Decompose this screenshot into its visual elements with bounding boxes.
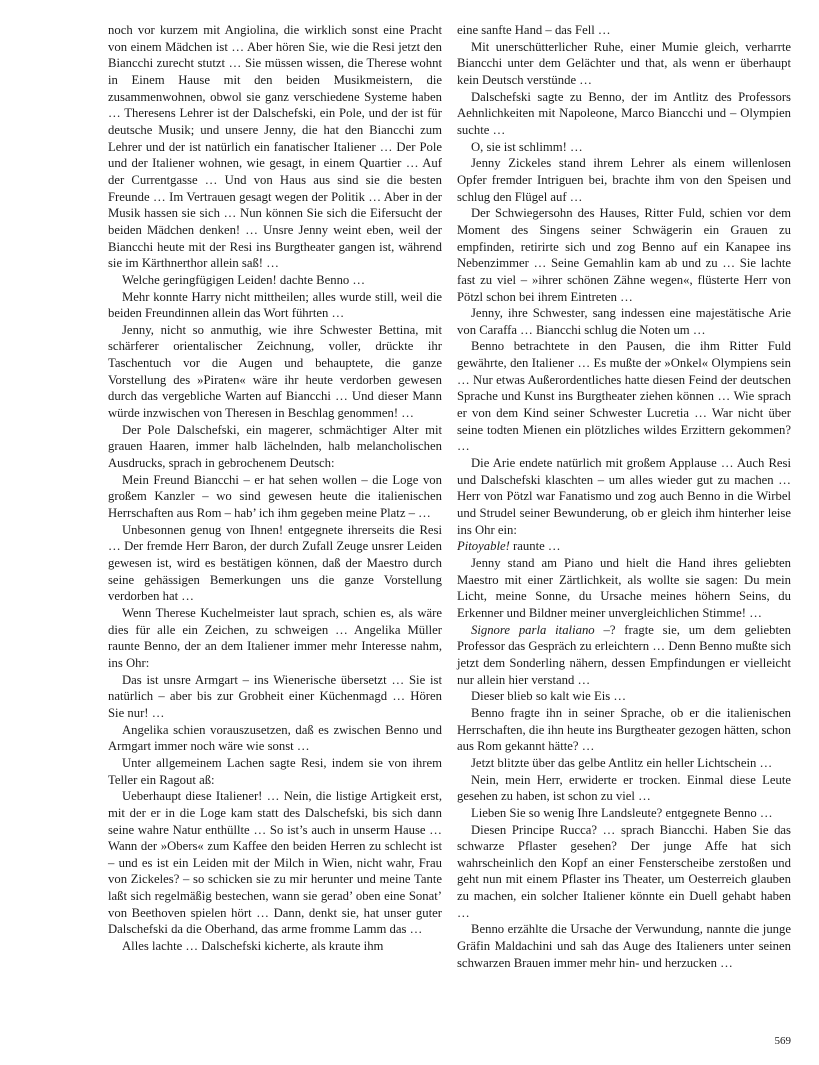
paragraph: Wenn Therese Kuchelmeister laut sprach, schien es, als wäre dies für alle ein Zeichen, zu schweigen … Angelika Müller raunte Benno, der an dem Italiener immer mehr Interesse nahm, ins Ohr: (108, 605, 442, 670)
italic-word: Pitoyable! (457, 539, 510, 554)
paragraph: noch vor kurzem mit Angiolina, die wirklich sonst eine Pracht von einem Mädchen ist … Aber hören Sie, wie die Resi jetzt den Biancchi zurecht stutzt … Sie müssen wissen, die Therese wohnt in Einem Hause mit den beiden Musikmeistern, die zusammenwohnen, obwol sie ganz verschiedene Systeme haben … Theresens Lehrer ist der Dalschefski, ein Pole, und der ist für deutsche Musik; und unsere Jenny, die hat den Biancchi zum Lehrer und der ist natürlich ein fanatischer Italiener … Der Pole und der Italiener wohnen, wie gesagt, in einem Quartier … Auf der Currentgasse … Und von Haus aus sind sie die besten Freunde … Im Vertrauen gesagt wegen der Politik … Aber in der Musik hassen sie sich … Nun können Sie sich die Eifersucht der beiden Mädchen denken! … Unsre Jenny weint eben, weil der Biancchi heute mit der Resi ins Burgtheater gangen ist, während sie im Kärthnerthor allein saß! … (108, 23, 442, 271)
paragraph-italic-line (457, 538, 791, 555)
paragraph: eine sanfte Hand – das Fell … (457, 23, 611, 37)
paragraph: Der Schwiegersohn des Hauses, Ritter Fuld, schien vor dem Moment des Singens seiner Schwägerin ein Grauen zu empfinden, retirirte sich und zog Benno auf ein Kanapee ins Nebenzimmer … Seine Gemahlin kam ab und zu … Sie lachte fast zu viel – »ihrer schönen Zähne wegen«, flüsterte Herr von Pötzl schon bei ihrem Eintreten … (457, 206, 791, 304)
paragraph: Ueberhaupt diese Italiener! … Nein, die listige Artigkeit erst, mit der er in die Loge kam statt des Dalschefski, bis sich dann seine wahre Natur enthüllte … So ist’s auch in unserm Hause … Wann der »Obers« zum Kaffee den beiden Herren zu schlecht ist – und es ist ein Leiden mit der Milch in Wien, nicht wahr, Frau von Zickeles? – so schicken sie zu mir herunter und meine Tante laßt sich regelmäßig bestechen, wann sie gerad’ oben eine Sonat’ von Beethoven spielen hört … Dann, denkt sie, hat unser guter Dalschefski da die Oberhand, das arme fromme Lamm das … (108, 789, 442, 937)
paragraph: O, sie ist schlimm! … (471, 139, 583, 154)
paragraph: Unter allgemeinem Lachen sagte Resi, indem sie von ihrem Teller ein Ragout aß: (108, 755, 442, 787)
paragraph: Signore parla italiano –? fragte sie, um dem geliebten Professor das Gespräch zu erleichtern … Denn Benno mußte sich jetzt dem Sonderling nähern, dessen Empfindungen er vielleicht nur allein hier verstand … (457, 622, 791, 687)
paragraph: Jenny, nicht so anmuthig, wie ihre Schwester Bettina, mit schärferer orientalischer Zeichnung, voller, drückte ihr Taschentuch vor die Augen und behauptete, die ganze Vorstellung des »Piraten« wäre ihr heute verdorben gewesen durch das vergebliche Warten auf Biancchi … Und dieser Mann würde inzwischen von Theresen in Beschlag genommen! … (108, 322, 442, 421)
paragraph: Jenny Zickeles stand ihrem Lehrer als einem willenlosen Opfer fremder Intriguen bei, brachte ihm von den Speisen und schlug den Flügel auf … (457, 156, 791, 204)
paragraph: Das ist unsre Armgart – ins Wienerische übersetzt … Sie ist natürlich – aber bis zur Grobheit einer Küchenmagd … Hören Sie nur! … (108, 672, 442, 720)
paragraph: Lieben Sie so wenig Ihre Landsleute? entgegnete Benno … (471, 805, 773, 820)
right-text-column (457, 22, 791, 971)
paragraph: Diesen Principe Rucca? … sprach Biancchi. Haben Sie das schwarze Pflaster gesehen? Der junge Affe hat sich wahrscheinlich den Kopf an einer Fensterscheibe zerstoßen und geht nun mit einem Pflaster ins Theater, um Oesterreich glauben zu machen, ein solcher Italiener könnte ein Duell gehabt haben … (457, 822, 791, 920)
paragraph: Unbesonnen genug von Ihnen! entgegnete ihrerseits die Resi … Der fremde Herr Baron, der durch Zufall Zeuge unsrer Leiden gewesen ist, wird es bestätigen können, daß der Maestro durch seine gehässigen Bemerkungen uns die ganze Vorstellung verdorben hat … (108, 522, 442, 604)
paragraph: Benno erzählte die Ursache der Verwundung, nannte die junge Gräfin Maldachini und sah das Auge des Italieners unter seinen schwarzen Brauen immer mehr hin- und herzucken … (457, 922, 791, 970)
paragraph: Jetzt blitzte über das gelbe Antlitz ein heller Lichtschein … (471, 755, 773, 770)
paragraph: Mein Freund Biancchi – er hat sehen wollen – die Loge von großem Kanzler – wo sind gewesen heute die italienischen Herrschaften aus Rom – hab’ ich ihm gegeben meine Platz – … (108, 472, 442, 521)
paragraph: Alles lachte … Dalschefski kicherte, als kraute ihm (122, 939, 384, 954)
paragraph-tail: raunte … (509, 539, 561, 554)
left-text-column (108, 22, 442, 955)
paragraph: Dieser blieb so kalt wie Eis … (471, 689, 627, 704)
paragraph: Die Arie endete natürlich mit großem Applause … Auch Resi und Dalschefski klaschten – um alles wieder gut zu machen … Herr von Pötzl war Fanatismo und zog auch Benno in die Wirbel und Strudel seiner Bewunderung, ob er gleich ihm hinterher leise ins Ohr ein: (457, 456, 791, 537)
paragraph: Benno fragte ihn in seiner Sprache, ob er die italienischen Herrschaften, die ihn heute ins Burgtheater gezogen hätten, schon aus Rom gekannt hätte? … (457, 705, 791, 754)
page-number: 569 (774, 1035, 791, 1047)
paragraph: Mehr konnte Harry nicht mittheilen; alles wurde still, weil die beiden Freundinnen allein das Wort führten … (108, 289, 442, 321)
paragraph: Nein, mein Herr, erwiderte er trocken. Einmal diese Leute gesehen zu haben, ist schon zu viel … (457, 772, 791, 804)
paragraph: Mit unerschütterlicher Ruhe, einer Mumie gleich, verharrte Biancchi unter dem Gelächter und that, als wenn er überhaupt kein Deutsch verstünde … (457, 39, 791, 87)
paragraph: Welche geringfügigen Leiden! dachte Benno … (122, 272, 366, 287)
paragraph: Benno betrachtete in den Pausen, die ihm Ritter Fuld gewährte, den Italiener … Es mußte der »Onkel« Olympiens sein … Nur etwas Außerordentliches hatte diesen Feind der deutschen Sprache und Kunst ins Burgtheater ziehen können … Wie sprach er von dem Kind seiner Schwester Lucretia … War nicht über seine todten Mienen ein plötzliches wildes Erzittern gekommen? … (457, 339, 791, 454)
italic-phrase: Signore parla italiano (471, 622, 595, 637)
paragraph: Dalschefski sagte zu Benno, der im Antlitz des Professors Aehnlichkeiten mit Napoleone, Marco Biancchi und – Olympien suchte … (457, 89, 791, 137)
paragraph: Angelika schien vorauszusetzen, daß es zwischen Benno und Armgart immer noch wäre wie sonst … (108, 722, 442, 754)
paragraph: Jenny, ihre Schwester, sang indessen eine majestätische Arie von Caraffa … Biancchi schlug die Noten um … (457, 306, 791, 337)
paragraph: Der Pole Dalschefski, ein magerer, schmächtiger Alter mit grauen Haaren, immer halb lächelnden, halb melancholischen Ausdrucks, sprach in gebrochenem Deutsch: (108, 422, 442, 471)
paragraph: Jenny stand am Piano und hielt die Hand ihres geliebten Maestro mit einer Zärtlichkeit, als wollte sie sagen: Du mein Licht, meine Sonne, du Ursache meines höhern Seins, du Erkenner und Bildner meiner unvergleichlichen Stimme! … (457, 556, 791, 620)
